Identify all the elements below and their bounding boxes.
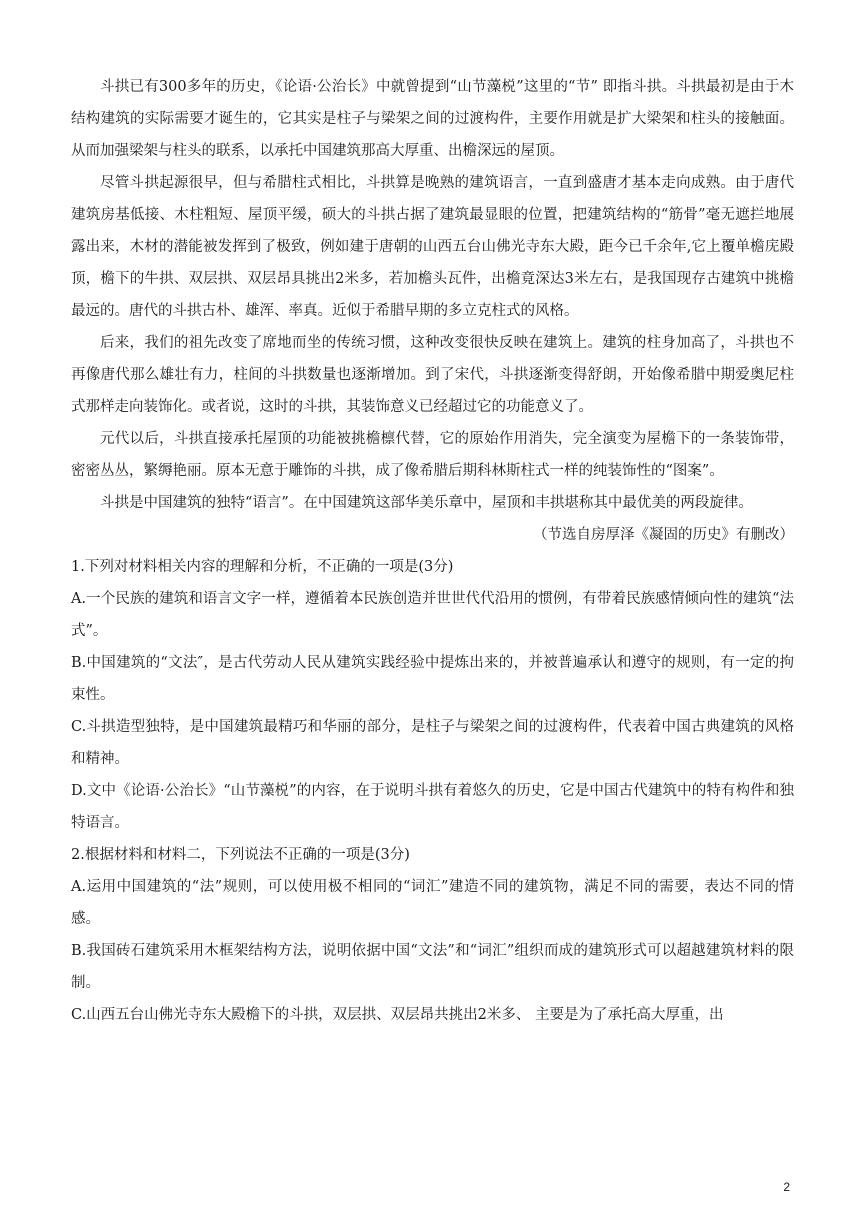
- page-number: 2: [783, 1180, 790, 1194]
- question-1-option-c: C.斗拱造型独特，是中国建筑最精巧和华丽的部分，是柱子与梁架之间的过渡构件，代表着中国古典建筑的风格和精神。: [71, 719, 794, 767]
- question-1-stem: 1.下列对材料相关内容的理解和分析，不正确的一项是(3分): [71, 559, 454, 575]
- passage-paragraph-5: 斗拱是中国建筑的独特“语言”。在中国建筑这部华美乐章中，屋顶和丰拱堪称其中最优美的两段旋律。: [100, 495, 753, 511]
- page-content: [71, 71, 794, 1031]
- passage-paragraph-3: 后来，我们的祖先改变了席地而坐的传统习惯，这种改变很快反映在建筑上。建筑的柱身加高了，斗拱也不再像唐代那么雄壮有力，柱间的斗拱数量也逐渐增加。到了宋代，斗拱逐渐变得舒朗，开始像希腊中期爱奥尼柱式那样走向装饰化。或者说，这时的斗拱，其装饰意义已经超过它的功能意义了。: [71, 335, 794, 415]
- passage-paragraph-1: 斗拱已有300多年的历史，《论语·公治长》中就曾提到“山节藻棁”这里的“节” 即指斗拱。斗拱最初是由于木结构建筑的实际需要才诞生的，它其实是柱子与梁架之间的过渡构件，主要作用就是扩大梁架和柱头的接触面。从而加强梁架与柱头的联系，以承托中国建筑那高大厚重、出檐深远的屋顶。: [71, 79, 794, 159]
- question-1-option-b: B.中国建筑的“文法″，是古代劳动人民从建筑实践经验中提炼出来的，并被普遍承认和遵守的规则，有一定的拘束性。: [71, 655, 794, 703]
- question-2-option-c: C.山西五台山佛光寺东大殿檐下的斗拱，双层拱、双层昂共挑出2米多、 主要是为了承托高大厚重，出: [71, 1007, 724, 1023]
- question-2-option-b: B.我国砖石建筑采用木框架结构方法，说明依据中国“文法”和“词汇”组织而成的建筑形式可以超越建筑材料的限制。: [71, 943, 794, 991]
- passage-paragraph-2: 尽管斗拱起源很早，但与希腊柱式相比，斗拱算是晚熟的建筑语言，一直到盛唐才基本走向成熟。由于唐代建筑房基低接、木柱粗短、屋顶平缓，硕大的斗拱占据了建筑最显眼的位置，把建筑结构的“筋骨”毫无遮拦地展露出来，木材的潜能被发挥到了极致，例如建于唐朝的山西五台山佛光寺东大殿，距今已千余年,它上覆单檐庑殿顶，檐下的牛拱、双层拱、双层昂具挑出2米多，若加檐头瓦件，出檐竟深达3米左右，是我国现存古建筑中挑檐最远的。唐代的斗拱古朴、雄浑、率真。近似于希腊早期的多立克柱式的风格。: [71, 175, 794, 319]
- source-attribution: （节选自房厚泽《凝固的历史》有删改）: [533, 527, 794, 543]
- question-2-option-a: A.运用中国建筑的“法”规则，可以使用极不相同的“词汇”建造不同的建筑物，满足不同的需要，表达不同的情感。: [71, 879, 794, 927]
- question-2-stem: 2.根据材料和材料二，下列说法不正确的一项是(3分): [71, 847, 410, 863]
- passage-paragraph-4: 元代以后，斗拱直接承托屋顶的功能被挑檐檩代替，它的原始作用消失，完全演变为屋檐下的一条装饰带，密密丛丛，繁缛艳丽。原本无意于雕饰的斗拱，成了像希腊后期科林斯柱式一样的纯装饰性的“图案”。: [71, 431, 794, 479]
- question-1-option-d: D.文中《论语·公治长》“山节藻棁”的内容，在于说明斗拱有着悠久的历史，它是中国古代建筑中的特有构件和独特语言。: [71, 783, 794, 831]
- question-1-option-a: A.一个民族的建筑和语言文字一样，遵循着本民族创造并世世代代沿用的惯例，有带着民族感情倾向性的建筑“法式”。: [71, 591, 794, 639]
